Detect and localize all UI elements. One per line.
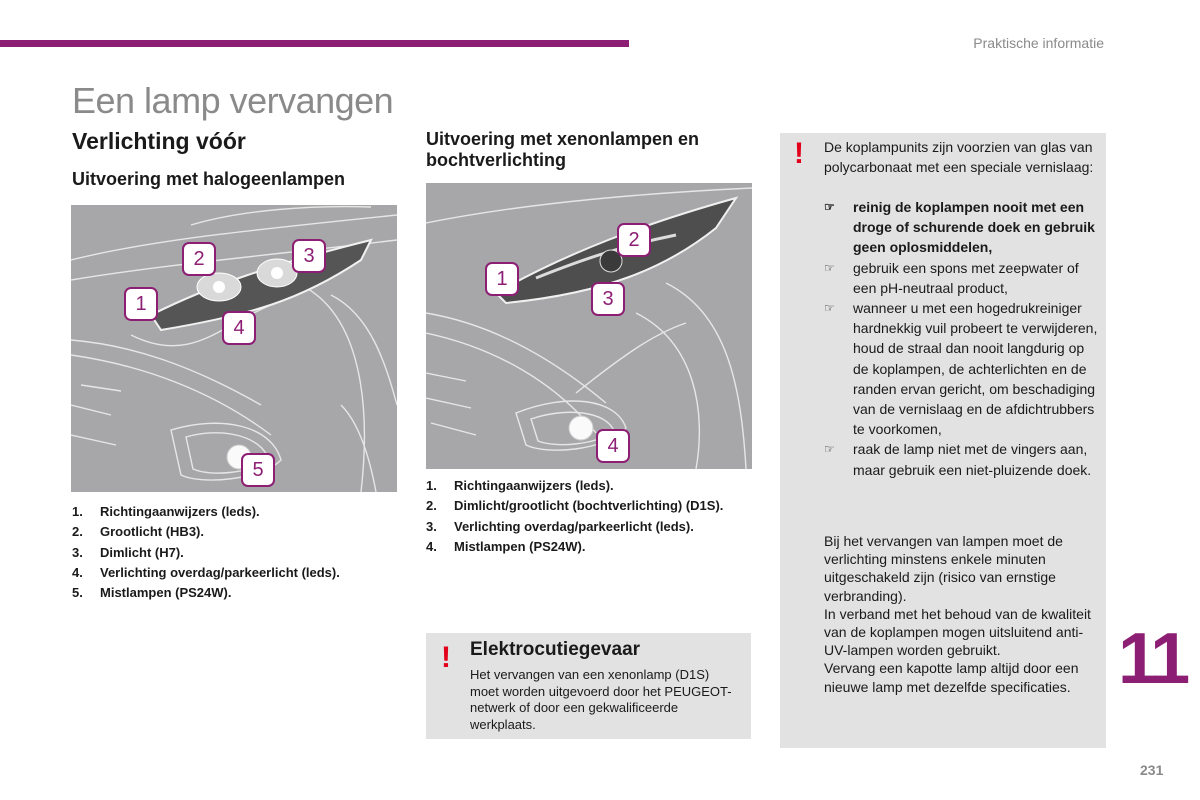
page-number: 231 — [1140, 762, 1164, 778]
xenon-callout-1: 1 — [485, 262, 519, 296]
pointing-hand-icon: ☞ — [824, 260, 835, 275]
halogen-legend-list — [72, 502, 372, 603]
header-accent-bar — [0, 40, 629, 47]
warning-text: Het vervangen van een xenonlamp (D1S) moet worden uitgevoerd door het PEUGEOT-netwerk of door een gekwalificeerde werkplaats. — [470, 667, 732, 732]
list-item: ☞ reinig de koplampen nooit met een droge of schurende doek en gebruik geen oplosmiddelen, — [824, 199, 1095, 256]
list-item: ☞ gebruik een spons met zeepwater of een pH-neutraal product, — [824, 259, 1079, 296]
chapter-number: 11 — [1118, 619, 1187, 699]
halogen-callout-2: 2 — [182, 242, 216, 276]
list-item: ☞ wanneer u met een hogedrukreiniger hardnekkig vuil probeert te verwijderen, houd de straal dan nooit langdurig op de koplampen, de achterlichten en de randen ervan gericht, om beschadiging van de vernislaag en de afdichtrubbers te voorkomen, — [824, 300, 1098, 438]
list-item: 2. Dimlicht/grootlicht (bochtverlichting) (D1S). — [426, 498, 724, 514]
headlamp-care-note-box — [780, 133, 1106, 748]
list-item: 3. Verlichting overdag/parkeerlicht (leds). — [426, 518, 694, 534]
care-note-para-3: Vervang een kapotte lamp altijd door een nieuwe lamp met dezelfde specificaties. — [824, 660, 1079, 695]
xenon-callout-4: 4 — [596, 429, 630, 463]
pointing-hand-icon: ☞ — [824, 301, 835, 316]
section-title: Praktische informatie — [973, 35, 1104, 51]
warning-exclamation-icon: ! — [441, 641, 451, 674]
electrocution-warning-box — [426, 633, 751, 739]
halogen-callout-3: 3 — [292, 239, 326, 273]
warning-exclamation-icon: ! — [794, 137, 804, 170]
halogen-callout-4: 4 — [222, 311, 256, 345]
list-item: 1. Richtingaanwijzers (leds). — [426, 478, 614, 493]
care-note-para-2: In verband met het behoud van de kwaliteit van de koplampen mogen uitsluitend anti-UV-lampen worden gebruikt. — [824, 605, 1091, 659]
xenon-headlamp-illustration — [426, 183, 752, 469]
page-title: Een lamp vervangen — [72, 80, 394, 121]
care-note-paragraphs — [824, 532, 1098, 696]
list-item: 5. Mistlampen (PS24W). — [72, 585, 232, 601]
xenon-callout-3: 3 — [591, 282, 625, 316]
warning-title: Elektrocutiegevaar — [470, 639, 641, 660]
care-note-intro: De koplampunits zijn voorzien van glas van polycarbonaat met een speciale vernislaag: — [824, 139, 1094, 176]
list-item: 3. Dimlicht (H7). — [72, 544, 184, 560]
list-item: ☞ raak de lamp niet met de vingers aan, maar gebruik een niet-pluizende doek. — [824, 441, 1092, 478]
care-note-bullets — [824, 197, 1098, 480]
list-item: 4. Mistlampen (PS24W). — [426, 538, 586, 554]
xenon-heading: Uitvoering met xenonlampen en bochtverlichting — [426, 129, 700, 170]
halogen-callout-5: 5 — [241, 453, 275, 487]
list-item: 1. Richtingaanwijzers (leds). — [72, 504, 260, 519]
list-item: 2. Grootlicht (HB3). — [72, 524, 204, 540]
xenon-callout-2: 2 — [617, 223, 651, 257]
list-item: 4. Verlichting overdag/parkeerlicht (leds). — [72, 564, 340, 580]
halogen-callout-1: 1 — [124, 287, 158, 321]
pointing-hand-icon: ☞ — [824, 442, 835, 457]
pointing-hand-icon: ☞ — [824, 200, 835, 214]
halogen-headlamp-illustration — [71, 205, 397, 492]
front-lighting-heading: Verlichting vóór — [72, 128, 246, 154]
xenon-legend-list — [426, 476, 756, 557]
care-note-para-1: Bij het vervangen van lampen moet de verlichting minstens enkele minuten uitgeschakeld zijn (risico van ernstige verbranding). — [824, 533, 1063, 604]
halogen-heading: Uitvoering met halogeenlampen — [72, 169, 346, 189]
